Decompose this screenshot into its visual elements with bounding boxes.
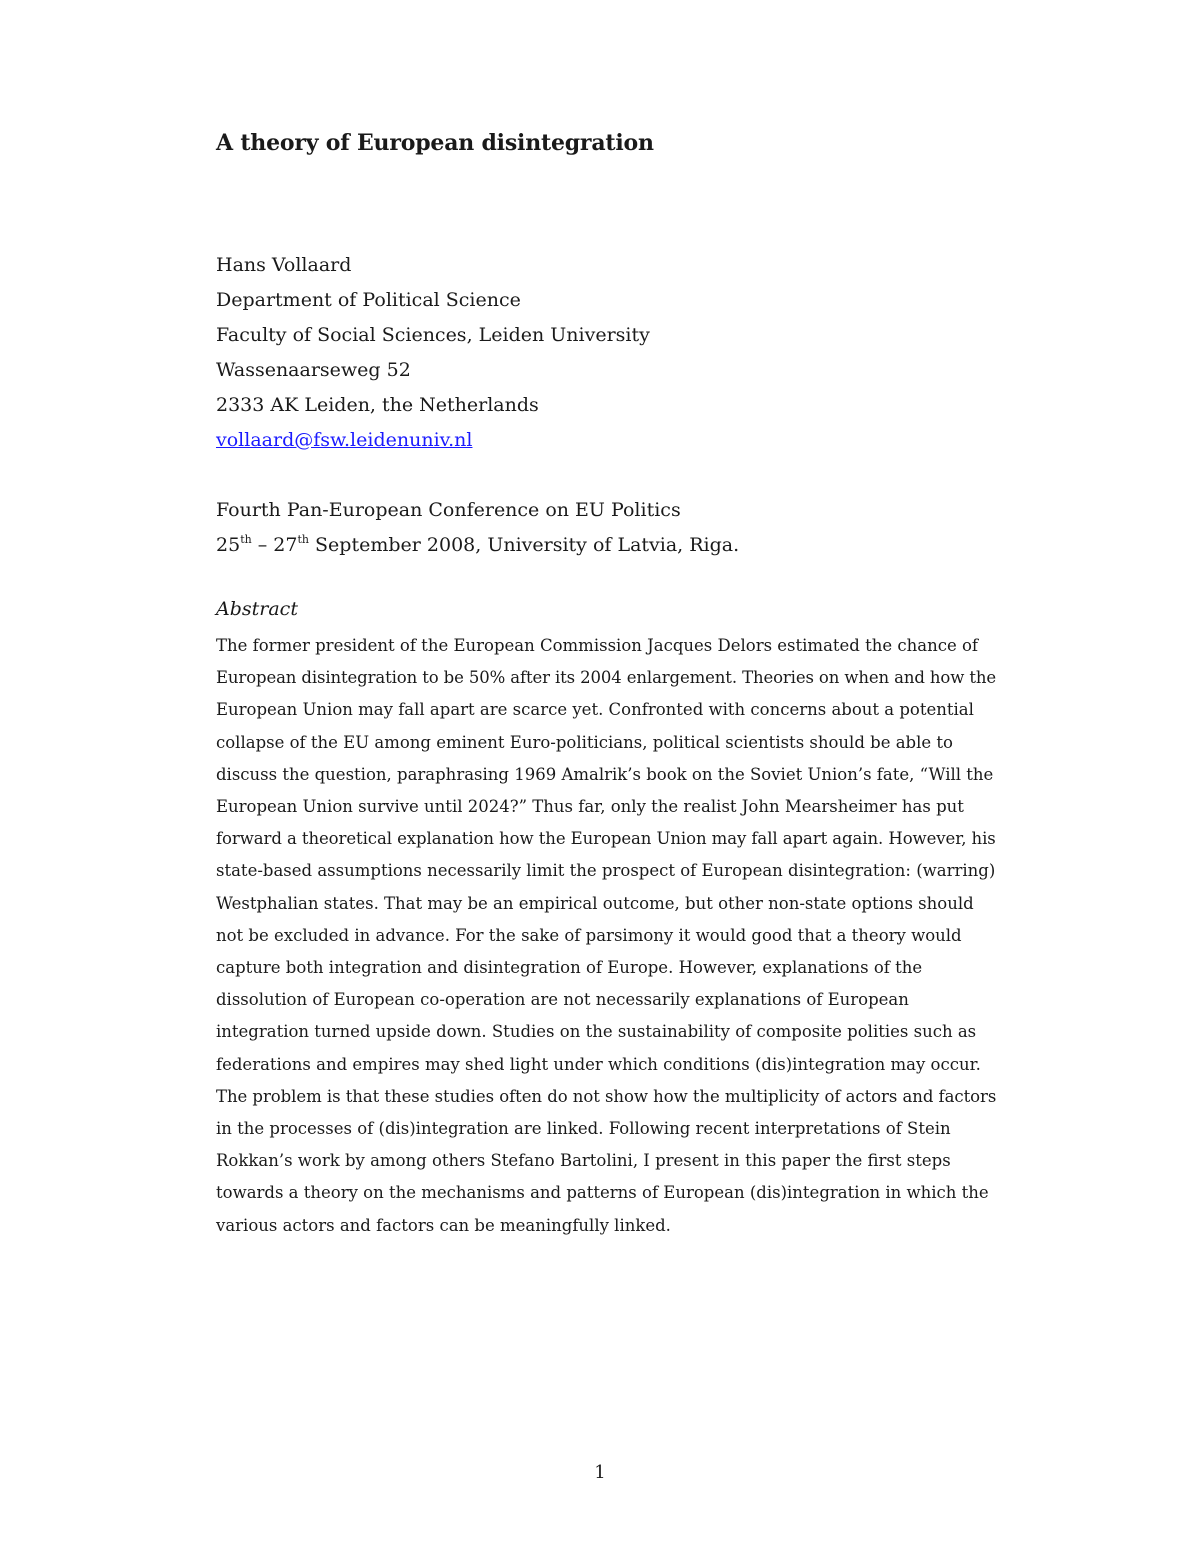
- abstract-line: European Union may fall apart are scarce yet. Confronted with concerns about a potential: [216, 700, 974, 720]
- abstract-line: integration turned upside down. Studies on the sustainability of composite polities such as: [216, 1022, 977, 1042]
- date-end-suffix: th: [297, 533, 309, 546]
- abstract-body: [216, 630, 996, 1242]
- abstract-line: dissolution of European co-operation are not necessarily explanations of European: [216, 990, 909, 1010]
- abstract-line: discuss the question, paraphrasing 1969 Amalrik’s book on the Soviet Union’s fate, “Will the: [216, 764, 994, 784]
- abstract-line: Westphalian states. That may be an empirical outcome, but other non-state options should: [216, 893, 974, 913]
- date-start-suffix: th: [240, 533, 252, 546]
- date-separator: –: [251, 534, 274, 556]
- author-city: 2333 AK Leiden, the Netherlands: [216, 394, 539, 416]
- page-number: 1: [594, 1462, 606, 1483]
- abstract-line: capture both integration and disintegration of Europe. However, explanations of the: [216, 958, 923, 978]
- author-block: [216, 248, 650, 458]
- abstract-line: towards a theory on the mechanisms and patterns of European (dis)integration in which the: [216, 1183, 989, 1203]
- paper-title: A theory of European disintegration: [216, 130, 654, 156]
- author-street: Wassenaarseweg 52: [216, 359, 411, 381]
- author-name: Hans Vollaard: [216, 254, 352, 276]
- abstract-line: European disintegration to be 50% after its 2004 enlargement. Theories on when and how the: [216, 668, 997, 688]
- abstract-line: various actors and factors can be meaningfully linked.: [216, 1215, 671, 1235]
- abstract-line: Rokkan’s work by among others Stefano Bartolini, I present in this paper the first steps: [216, 1151, 951, 1171]
- date-end-number: 27: [273, 534, 298, 556]
- conference-name: Fourth Pan-European Conference on EU Politics: [216, 499, 681, 521]
- abstract-line: The former president of the European Commission Jacques Delors estimated the chance of: [216, 636, 979, 655]
- abstract-line: not be excluded in advance. For the sake of parsimony it would good that a theory would: [216, 925, 962, 945]
- abstract-line: European Union survive until 2024?” Thus far, only the realist John Mearsheimer has put: [216, 797, 964, 817]
- date-start-number: 25: [216, 534, 241, 556]
- conference-block: [216, 493, 739, 563]
- author-faculty: Faculty of Social Sciences, Leiden University: [216, 324, 650, 346]
- author-department: Department of Political Science: [216, 289, 521, 311]
- abstract-line: collapse of the EU among eminent Euro-politicians, political scientists should be able to: [216, 732, 953, 752]
- conference-date: [216, 528, 739, 563]
- abstract-line: forward a theoretical explanation how the European Union may fall apart again. However, his: [216, 829, 996, 849]
- abstract-line: The problem is that these studies often do not show how the multiplicity of actors and factors: [216, 1086, 997, 1106]
- author-email-link[interactable]: vollaard@fsw.leidenuniv.nl: [216, 429, 473, 451]
- abstract-line: state-based assumptions necessarily limit the prospect of European disintegration: (warring): [216, 861, 996, 881]
- abstract-line: in the processes of (dis)integration are linked. Following recent interpretations of Stein: [216, 1119, 951, 1139]
- abstract-heading: Abstract: [216, 598, 298, 620]
- abstract-line: federations and empires may shed light under which conditions (dis)integration may occur.: [216, 1054, 981, 1074]
- date-rest: September 2008, University of Latvia, Riga.: [309, 534, 740, 556]
